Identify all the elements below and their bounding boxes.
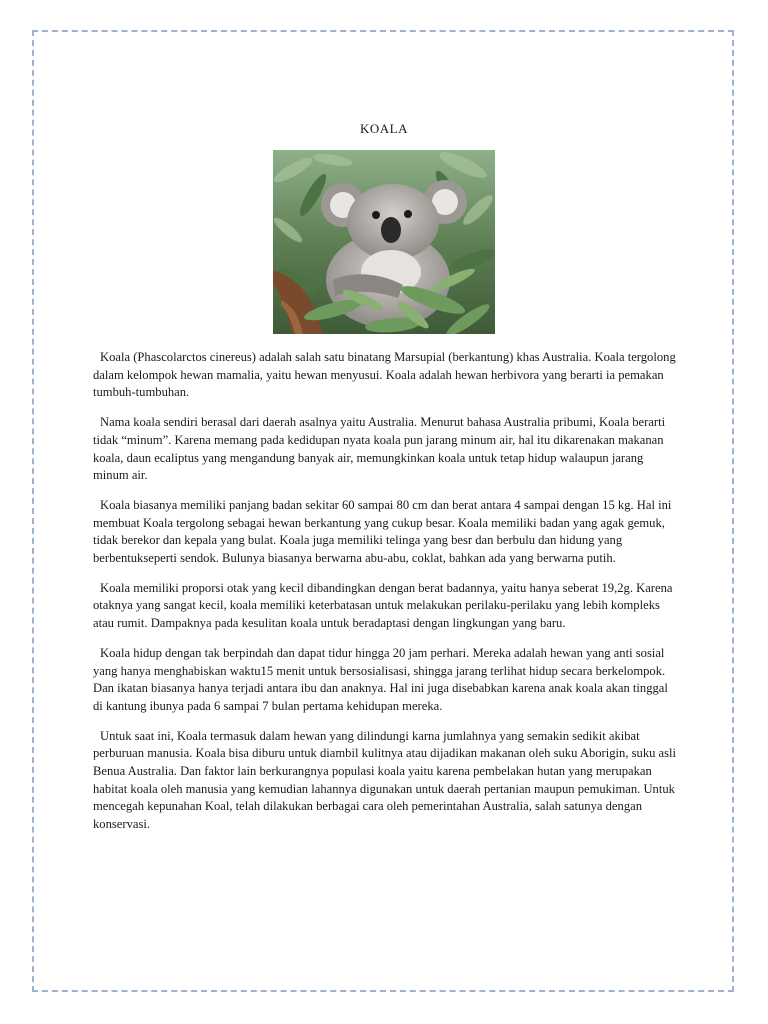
paragraph-intro: Koala (Phascolarctos cinereus) adalah salah satu binatang Marsupial (berkantung) khas Australia. Koala tergolong dalam kelompok hewan mamalia, yaitu hewan menyusui. Koala adalah hewan herbivora yang berarti ia pemakan tumbuh-tumbuhan. [93, 350, 676, 400]
paragraph-conservation: Untuk saat ini, Koala termasuk dalam hewan yang dilindungi karna jumlahnya yang semakin sedikit akibat perburuan manusia. Koala bisa diburu untuk diambil kulitnya atau dijadikan makanan oleh suku Aborigin, suku asli Benua Australia. Dan faktor lain berkurangnya populasi koala yaitu karena pembelakan hutan yang merupakan habitat koala oleh manusia yang kemudian lahannya digunakan untuk daerah pertanian maupun pemukiman. Untuk mencegah kepunahan Koal, telah dilakukan berbagai cara oleh pemerintahan Australia, salah satunya dengan konservasi. [93, 728, 677, 832]
koala-photo [273, 150, 495, 334]
paragraph-behavior: Koala hidup dengan tak berpindah dan dapat tidur hingga 20 jam perhari. Mereka adalah hewan yang anti sosial yang hanya menghabiskan waktu15 menit untuk bersosialisasi, shingga jarang terlihat hidup secara berkelompok. Dan ikatan biasanya hanya terjadi antara ibu dan anaknya. Hal ini juga disebabkan karena anak koala akan tinggal di kantung ibunya pada 6 sampai 7 bulan pertama kehidupan mereka. [93, 645, 668, 713]
paragraph-brain: Koala memiliki proporsi otak yang kecil dibandingkan dengan berat badannya, yaitu hanya seberat 19,2g. Karena otaknya yang sangat kecil, koala memiliki keterbatasan untuk melakukan perilaku-perilaku yang lebih kompleks atau rumit. Dampaknya pada kesulitan koala untuk beradaptasi dengan lingkungan yang baru. [93, 580, 673, 631]
document-title: KOALA [360, 121, 408, 136]
paragraph-name-origin: Nama koala sendiri berasal dari daerah asalnya yaitu Australia. Menurut bahasa Australia pribumi, Koala berarti tidak “minum”. Karena memang pada kedidupan nyata koala pun jarang minum air, hal itu dikarenakan makanan koala, daun ecaliptus yang mengandung banyak air, memungkinkan koala untuk tetap hidup walaupun jarang minum air. [93, 415, 666, 483]
document-body [93, 349, 678, 846]
paragraph-physical: Koala biasanya memiliki panjang badan sekitar 60 sampai 80 cm dan berat antara 4 sampai dengan 15 kg. Hal ini membuat Koala tergolong sebagai hewan berkantung yang cukup besar. Koala memiliki badan yang agak gemuk, tidak berekor dan kepala yang bulat. Koala juga memiliki telinga yang besr dan berbulu dan hidung yang berbentukseperti sendok. Bulunya biasanya berwarna abu-abu, coklat, bahkan ada yang berwarna putih. [93, 497, 672, 566]
